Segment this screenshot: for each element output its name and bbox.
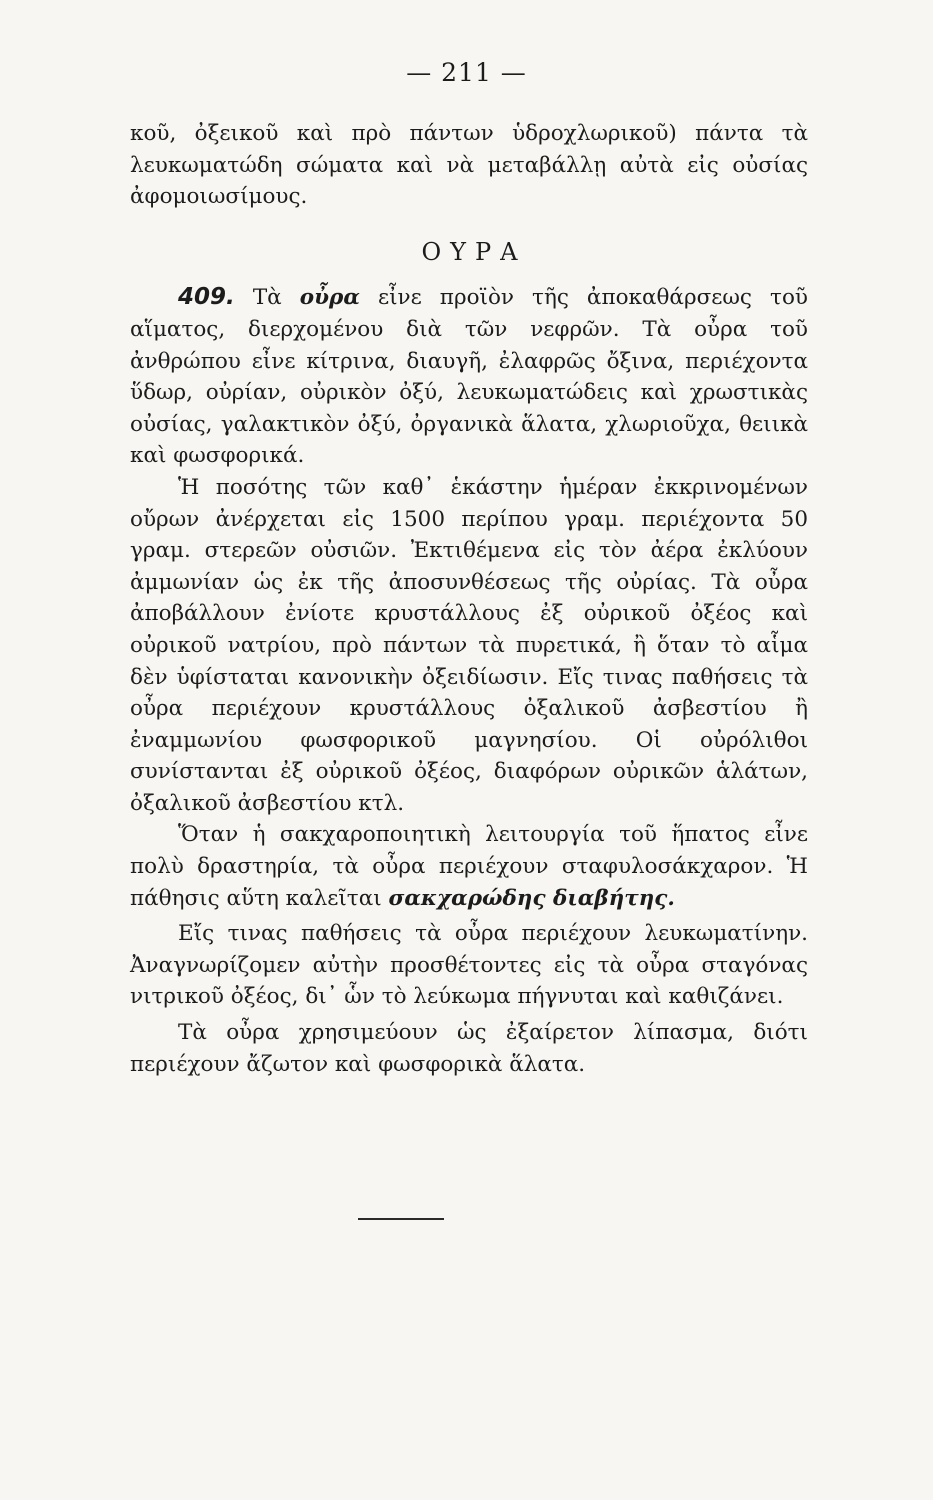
body-text — [130, 118, 808, 1080]
bottom-rule — [358, 1218, 444, 1220]
paragraph-quantity: Ἡ ποσότης τῶν καθ᾽ ἑκάστην ἡμέραν ἐκκρινομένων οὔρων ἀνέρχεται εἰς 1500 περίπου γραμ. περιέχοντα 50 γραμ. στερεῶν οὐσιῶν. Ἐκτιθέμενα εἰς τὸν ἀέρα ἐκλύουν ἀμμωνίαν ὡς ἐκ τῆς ἀποσυνθέσεως τῆς οὐρίας. Τὰ οὖρα ἀποβάλλουν ἐνίοτε κρυστάλλους ἐξ οὐρικοῦ ὀξέος καὶ οὐρικοῦ νατρίου, πρὸ πάντων τὰ πυρετικά, ἢ ὅταν τὸ αἷμα δὲν ὑφίσταται κανονικὴν ὀξειδίωσιν. Εἴς τινας παθήσεις τὰ οὖρα περιέχουν κρυστάλλους ὀξαλικοῦ ἀσβεστίου ἢ ἐναμμωνίου φωσφορικοῦ μαγνησίου. Οἱ οὐρόλιθοι συνίστανται ἐξ οὐρικοῦ ὀξέος, διαφόρων οὐρικῶν ἁλάτων, ὀξαλικοῦ ἀσβεστίου κτλ. — [130, 474, 808, 816]
section-number: 409. — [178, 284, 235, 311]
section-409-paragraph — [130, 282, 808, 472]
page-number: — 211 — — [406, 58, 527, 87]
section-term: οὖρα — [299, 285, 360, 311]
section-heading: ΟΥΡΑ — [421, 237, 527, 266]
paragraph-fertilizer: Τὰ οὖρα χρησιμεύουν ὡς ἐξαίρετον λίπασμα, διότι περιέχουν ἄζωτον καὶ φωσφορικὰ ἅλατα. — [130, 1020, 808, 1077]
paragraph-diabetes — [130, 819, 808, 914]
intro-paragraph: κοῦ, ὀξεικοῦ καὶ πρὸ πάντων ὑδροχλωρικοῦ) πάντα τὰ λευκωματώδη σώματα καὶ νὰ μεταβάλλῃ αὐτὰ εἰς οὐσίας ἀφομοιωσίμους. — [130, 121, 808, 210]
section-text: εἶνε προϊὸν τῆς ἀποκαθάρσεως τοῦ αἵματος, διερχομένου διὰ τῶν νεφρῶν. Τὰ οὖρα τοῦ ἀνθρώπου εἶνε κίτρινα, διαυγῆ, ἐλαφρῶς ὄξινα, περιέχοντα ὕδωρ, οὐρίαν, οὐρικὸν ὀξύ, λευκωματώδεις καὶ χρωστικὰς οὐσίας, γαλακτικὸν ὀξύ, ὀργανικὰ ἅλατα, χλωριοῦχα, θειικὰ καὶ φωσφορικά. — [130, 285, 808, 469]
diabetes-term: σακχαρώδης διαβήτης. — [388, 885, 675, 911]
section-lead: Τὰ — [252, 285, 282, 311]
diabetes-text: Ὅταν ἡ σακχαροποιητικὴ λειτουργία τοῦ ἥπατος εἶνε πολὺ δραστηρία, τὰ οὖρα περιέχουν σταφυλοσάκχαρον. Ἡ πάθησις αὕτη καλεῖται — [130, 822, 808, 911]
paragraph-albumin: Εἴς τινας παθήσεις τὰ οὖρα περιέχουν λευκωματίνην. Ἀναγνωρίζομεν αὐτὴν προσθέτοντες εἰς τὰ οὖρα σταγόνας νιτρικοῦ ὀξέος, δι᾽ ὧν τὸ λεύκωμα πήγνυται καὶ καθιζάνει. — [130, 921, 808, 1010]
